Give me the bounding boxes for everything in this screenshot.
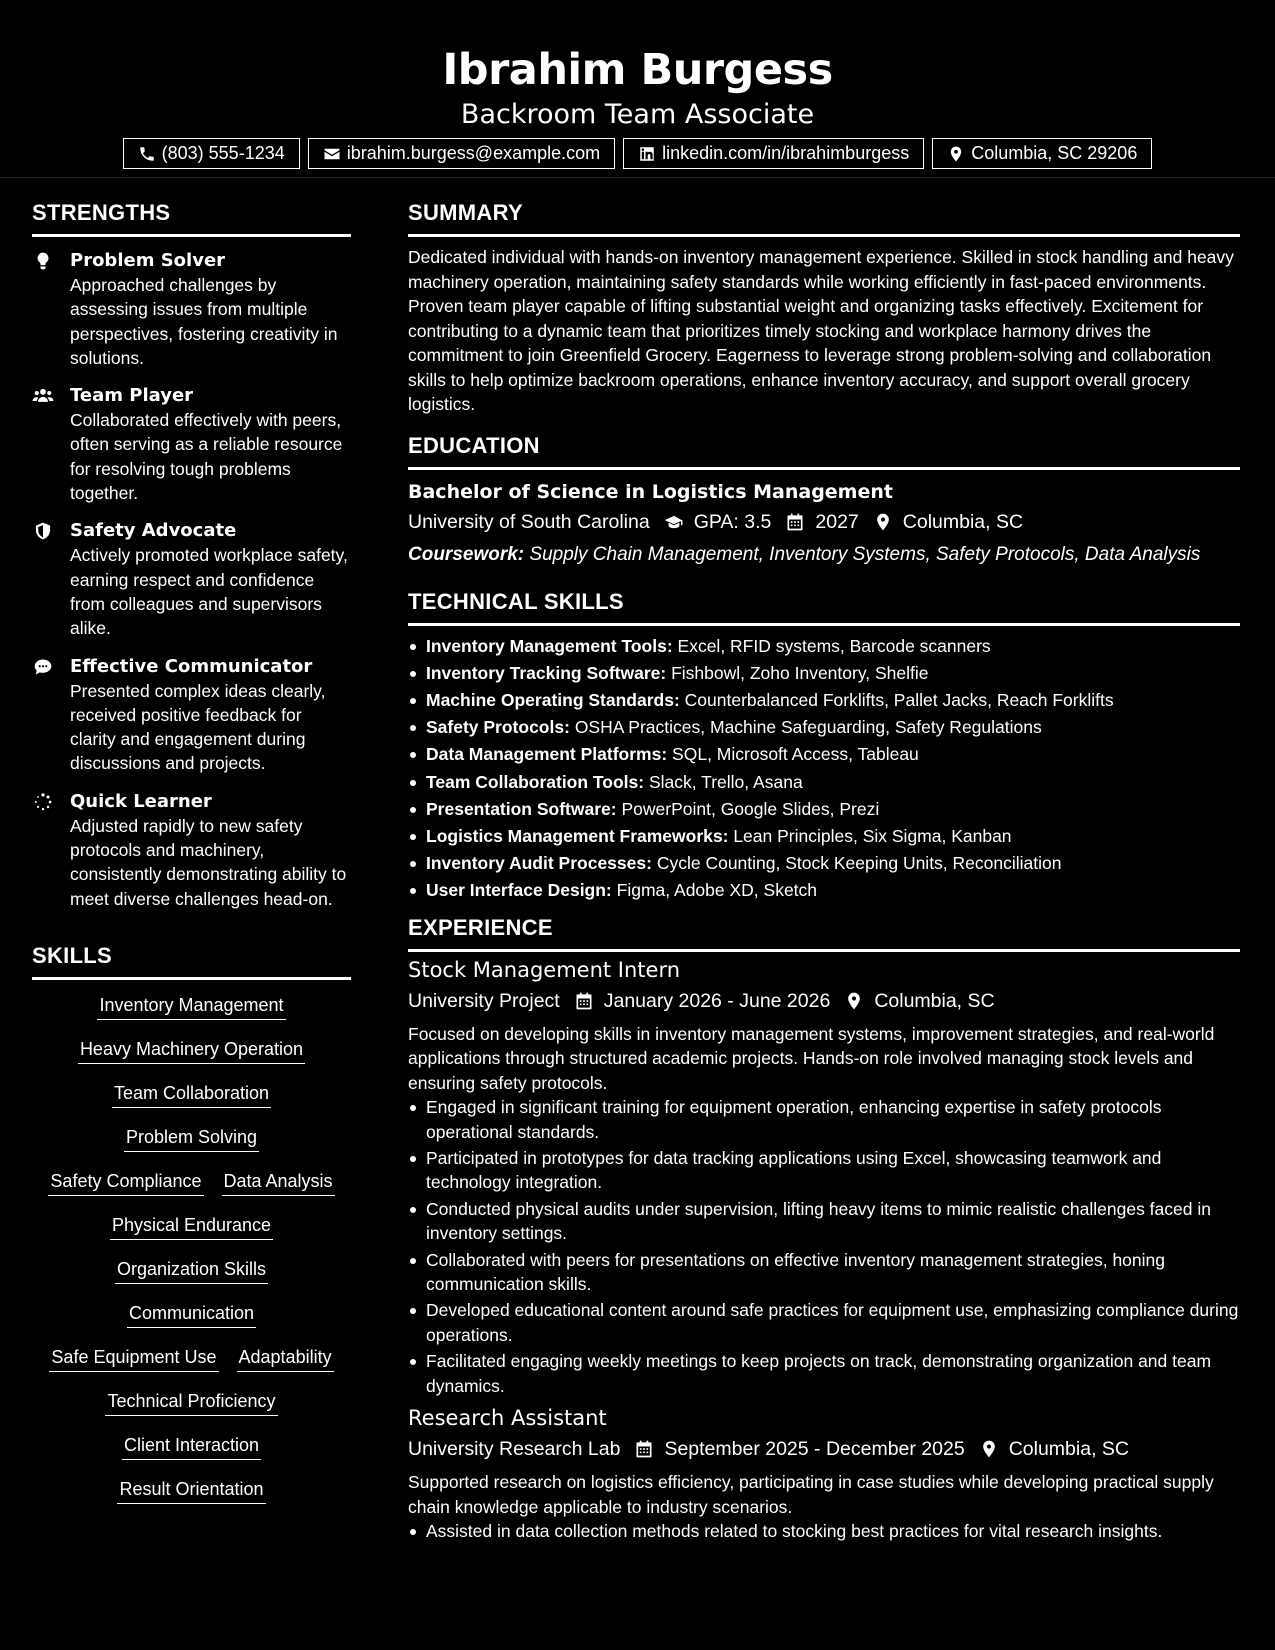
strength-item — [32, 790, 351, 911]
skill-category: Presentation Software: — [426, 798, 617, 819]
job-entry — [408, 1404, 1240, 1543]
contact-email[interactable] — [308, 138, 615, 169]
skill-tag: Physical Endurance — [110, 1212, 273, 1240]
skill-tag: Safety Compliance — [48, 1168, 203, 1196]
contact-location-text: Columbia, SC 29206 — [971, 143, 1138, 163]
strength-title: Safety Advocate — [70, 520, 237, 542]
calendar-icon — [785, 512, 805, 532]
job-summary: Supported research on logistics efficiency, participating in case studies while developing practical supply chain knowledge applicable to industry scenarios. — [408, 1472, 1214, 1517]
job-meta — [408, 986, 1240, 1016]
strength-item — [32, 384, 351, 505]
skill-values: Lean Principles, Six Sigma, Kanban — [733, 825, 1012, 846]
section-divider — [408, 623, 1240, 626]
skill-category: Inventory Management Tools: — [426, 635, 673, 656]
speech-bubble-icon — [32, 657, 54, 677]
section-divider — [408, 234, 1240, 237]
skill-category: Logistics Management Frameworks: — [426, 825, 729, 846]
job-bullets — [408, 1519, 1240, 1543]
strength-title: Problem Solver — [70, 250, 226, 271]
job-meta — [408, 1434, 1240, 1464]
calendar-icon — [634, 1439, 654, 1459]
job-title: Stock Management Intern — [408, 957, 681, 982]
skill-values: Cycle Counting, Stock Keeping Units, Reconciliation — [656, 853, 1062, 874]
section-divider — [408, 467, 1240, 470]
graduation-year: 2027 — [815, 510, 859, 533]
strengths-section — [32, 198, 351, 911]
gpa: GPA: 3.5 — [693, 510, 772, 533]
skill-tag: Data Analysis — [222, 1168, 335, 1196]
map-pin-icon — [844, 991, 864, 1011]
education-location: Columbia, SC — [902, 510, 1024, 533]
list-item — [408, 742, 1240, 766]
skill-tag: Result Orientation — [117, 1476, 265, 1504]
list-item — [408, 851, 1240, 875]
strengths-heading: STRENGTHS — [32, 200, 171, 225]
skill-category: Inventory Audit Processes: — [426, 853, 652, 874]
job-dates: September 2025 - December 2025 — [664, 1438, 965, 1461]
list-item — [408, 634, 1240, 658]
contact-linkedin-text: linkedin.com/in/ibrahimburgess — [662, 143, 910, 163]
skill-tag: Inventory Management — [97, 992, 285, 1020]
job-dates: January 2026 - June 2026 — [603, 989, 831, 1012]
summary-heading: SUMMARY — [408, 200, 523, 225]
contact-phone-text: (803) 555-1234 — [161, 143, 285, 163]
summary-text: Dedicated individual with hands-on inventory management experience. Skilled in stock handling and heavy machinery operation, maintaining safety standards while working efficiently in fast-paced environments. Proven team player capable of lifting substantial weight and organizing tasks effectively. Excitement for contributing to a dynamic team that prioritizes timely stocking and workplace harmony drives the commitment to join Greenfield Grocery. Eagerness to leverage strong problem-solving and collaboration skills to help optimize backroom operations, enhance inventory accuracy, and support overall grocery logistics. — [408, 247, 1234, 414]
section-divider — [408, 949, 1240, 952]
list-item: Conducted physical audits under supervision, lifting heavy items to mimic realistic challenges faced in inventory settings. — [408, 1197, 1240, 1246]
phone-icon — [138, 145, 156, 163]
skill-category: Machine Operating Standards: — [426, 689, 680, 710]
skills-section — [32, 941, 351, 1520]
contact-bar — [0, 138, 1275, 169]
strength-title: Quick Learner — [70, 790, 212, 812]
contact-email-text: ibrahim.burgess@example.com — [346, 143, 601, 163]
job-location: Columbia, SC — [1008, 1438, 1129, 1461]
job-org: University Research Lab — [408, 1438, 621, 1461]
school-name: University of South Carolina — [408, 510, 650, 533]
graduation-cap-icon — [664, 512, 684, 532]
list-item — [408, 715, 1240, 739]
coursework-list: Supply Chain Management, Inventory Systems, Safety Protocols, Data Analysis — [529, 543, 1201, 565]
skill-tag: Safe Equipment Use — [49, 1344, 218, 1372]
contact-linkedin[interactable] — [623, 138, 924, 169]
strength-description: Collaborated effectively with peers, often serving as a reliable resource for resolving tough problems together. — [70, 410, 343, 504]
section-divider — [32, 977, 351, 980]
skills-heading: SKILLS — [32, 942, 113, 968]
job-title: Research Assistant — [408, 1406, 607, 1431]
skill-tag: Adaptability — [237, 1344, 334, 1372]
candidate-name: Ibrahim Burgess — [442, 45, 833, 95]
skill-category: Team Collaboration Tools: — [426, 771, 645, 792]
shield-icon — [32, 521, 54, 541]
skill-values: Slack, Trello, Asana — [648, 771, 803, 792]
skill-category: Data Management Platforms: — [426, 744, 668, 765]
skill-values: OSHA Practices, Machine Safeguarding, Safety Regulations — [574, 717, 1042, 738]
job-location: Columbia, SC — [874, 989, 995, 1012]
left-column — [32, 198, 351, 1520]
map-pin-icon — [873, 512, 893, 532]
job-org: University Project — [408, 989, 560, 1012]
list-item: Collaborated with peers for presentations on effective inventory management strategies, honing communication skills. — [408, 1248, 1240, 1297]
summary-section — [408, 198, 1240, 417]
contact-phone[interactable] — [123, 138, 300, 169]
strength-description: Presented complex ideas clearly, received positive feedback for clarity and engagement during discussions and projects. — [70, 680, 326, 774]
resume-header — [0, 0, 1275, 178]
skill-category: User Interface Design: — [426, 880, 612, 901]
list-item — [408, 661, 1240, 685]
technical-skills-section — [408, 587, 1240, 903]
strength-description: Actively promoted workplace safety, earning respect and confidence from colleagues and supervisors alike. — [70, 545, 348, 639]
list-item: Participated in prototypes for data tracking applications using Excel, showcasing teamwork and technology integration. — [408, 1146, 1240, 1195]
calendar-icon — [574, 991, 594, 1011]
strength-title: Team Player — [70, 385, 194, 407]
skill-tag: Team Collaboration — [112, 1080, 271, 1108]
skill-values: SQL, Microsoft Access, Tableau — [672, 744, 919, 765]
list-item: Facilitated engaging weekly meetings to keep projects on track, demonstrating organization and team dynamics. — [408, 1349, 1240, 1398]
skill-tag: Client Interaction — [122, 1432, 261, 1460]
experience-section — [408, 913, 1240, 1544]
education-section — [408, 431, 1240, 567]
linkedin-icon — [638, 145, 656, 163]
strength-item — [32, 249, 351, 370]
skill-tag: Organization Skills — [115, 1256, 268, 1284]
coursework-label: Coursework: — [408, 543, 525, 565]
spinner-icon — [32, 792, 54, 812]
list-item: Assisted in data collection methods related to stocking best practices for vital research insights. — [408, 1519, 1240, 1543]
skill-tag: Problem Solving — [124, 1124, 259, 1152]
users-icon — [32, 386, 54, 406]
strength-item — [32, 655, 351, 776]
technical-skills-heading: TECHNICAL SKILLS — [408, 588, 624, 614]
skill-values: PowerPoint, Google Slides, Prezi — [621, 798, 880, 819]
skill-values: Fishbowl, Zoho Inventory, Shelfie — [671, 662, 929, 683]
skill-tags — [32, 992, 351, 1520]
strength-item — [32, 519, 351, 640]
right-column — [408, 198, 1240, 1546]
job-bullets — [408, 1095, 1240, 1398]
skill-category: Safety Protocols: — [426, 717, 570, 738]
envelope-icon — [323, 145, 341, 163]
technical-skills-list — [408, 634, 1240, 903]
skill-values: Figma, Adobe XD, Sketch — [616, 880, 818, 901]
list-item — [408, 824, 1240, 848]
list-item: Engaged in significant training for equipment operation, enhancing expertise in safety protocols operational standards. — [408, 1095, 1240, 1144]
strength-description: Adjusted rapidly to new safety protocols and machinery, consistently demonstrating ability to meet diverse challenges head-on. — [70, 815, 347, 909]
strength-title: Effective Communicator — [70, 655, 313, 677]
list-item: Developed educational content around safe practices for equipment use, emphasizing compliance during operations. — [408, 1298, 1240, 1347]
candidate-title: Backroom Team Associate — [460, 99, 815, 130]
job-entry — [408, 956, 1240, 1398]
education-meta — [408, 507, 1240, 537]
skill-tag: Technical Proficiency — [105, 1388, 277, 1416]
list-item — [408, 688, 1240, 712]
strength-description: Approached challenges by assessing issues from multiple perspectives, fostering creativity in solutions. — [70, 275, 338, 368]
map-pin-icon — [947, 145, 965, 163]
job-summary: Focused on developing skills in inventory management systems, improvement strategies, and real-world applications through structured academic projects. Hands-on role involved managing stock levels and ensuring safety protocols. — [408, 1023, 1215, 1093]
list-item — [408, 770, 1240, 794]
contact-location[interactable] — [932, 138, 1152, 169]
skill-values: Excel, RFID systems, Barcode scanners — [677, 635, 991, 656]
skill-values: Counterbalanced Forklifts, Pallet Jacks, Reach Forklifts — [684, 689, 1114, 710]
list-item — [408, 797, 1240, 821]
lightbulb-icon — [32, 251, 54, 271]
degree-title: Bachelor of Science in Logistics Management — [408, 480, 893, 503]
education-heading: EDUCATION — [408, 432, 540, 458]
skill-category: Inventory Tracking Software: — [426, 662, 667, 683]
list-item — [408, 878, 1240, 902]
skill-tag: Heavy Machinery Operation — [78, 1036, 305, 1064]
experience-heading: EXPERIENCE — [408, 914, 553, 940]
coursework — [408, 543, 1240, 567]
skill-tag: Communication — [127, 1300, 256, 1328]
map-pin-icon — [979, 1439, 999, 1459]
section-divider — [32, 234, 351, 237]
